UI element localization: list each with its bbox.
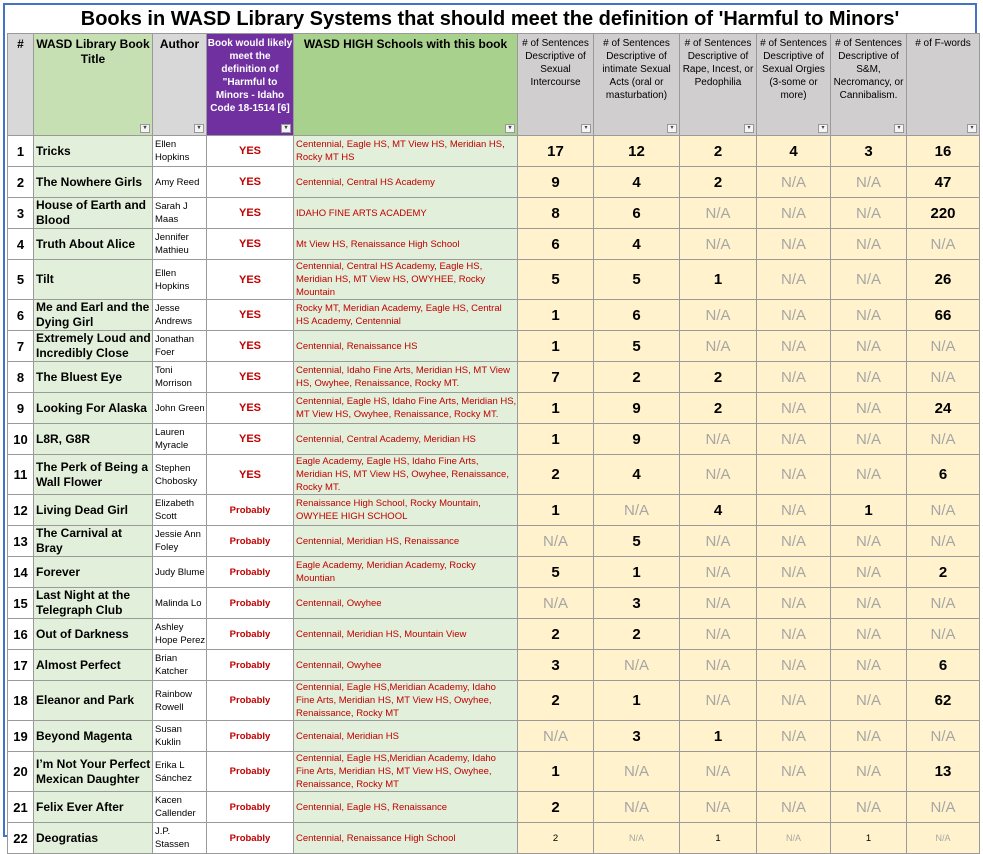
intercourse-count-cell[interactable]: 1 (518, 300, 594, 331)
schools-cell[interactable]: Centenaial, Meridian HS (294, 721, 518, 752)
author-cell[interactable]: Jonathan Foer (153, 331, 207, 362)
table-row (8, 167, 980, 198)
schools-cell[interactable]: Centennail, Meridian HS, Mountain View (294, 619, 518, 650)
author-cell[interactable]: Jennifer Mathieu (153, 229, 207, 260)
fwords-count-cell[interactable]: 220 (907, 198, 980, 229)
book-title-cell[interactable]: Felix Ever After (34, 792, 153, 823)
table-row (8, 721, 980, 752)
book-title-cell[interactable]: The Bluest Eye (34, 362, 153, 393)
orgies-count-cell[interactable]: N/A (757, 300, 831, 331)
row-number[interactable]: 1 (8, 136, 34, 167)
filter-dropdown-icon[interactable]: ▾ (744, 124, 754, 133)
intercourse-count-cell[interactable]: 17 (518, 136, 594, 167)
table-row (8, 424, 980, 455)
intercourse-count-cell[interactable]: 2 (518, 792, 594, 823)
book-title-cell[interactable]: L8R, G8R (34, 424, 153, 455)
orgies-count-cell[interactable]: N/A (757, 721, 831, 752)
author-cell[interactable]: Jessie Ann Foley (153, 526, 207, 557)
intercourse-count-cell[interactable]: 2 (518, 681, 594, 721)
rape-count-cell[interactable]: N/A (680, 198, 757, 229)
orgies-count-cell[interactable]: N/A (757, 526, 831, 557)
book-title-cell[interactable]: Extremely Loud and Incredibly Close (34, 331, 153, 362)
intercourse-count-cell[interactable]: N/A (518, 588, 594, 619)
sm-count-cell[interactable]: N/A (831, 619, 907, 650)
likely-harmful-cell[interactable]: YES (207, 260, 294, 300)
rape-count-cell[interactable]: N/A (680, 792, 757, 823)
book-title-cell[interactable]: Almost Perfect (34, 650, 153, 681)
orgies-count-cell[interactable]: N/A (757, 681, 831, 721)
row-number[interactable]: 14 (8, 557, 34, 588)
likely-harmful-cell[interactable]: Probably (207, 557, 294, 588)
book-title-cell[interactable]: Looking For Alaska (34, 393, 153, 424)
table-row (8, 526, 980, 557)
author-cell[interactable]: Amy Reed (153, 167, 207, 198)
likely-harmful-cell[interactable]: YES (207, 362, 294, 393)
likely-harmful-cell[interactable]: YES (207, 198, 294, 229)
book-title-cell[interactable]: Deogratias (34, 823, 153, 854)
orgies-count-cell[interactable]: N/A (757, 823, 831, 854)
row-number[interactable]: 19 (8, 721, 34, 752)
fwords-count-cell[interactable]: N/A (907, 792, 980, 823)
fwords-count-cell[interactable]: 47 (907, 167, 980, 198)
orgies-count-cell[interactable]: N/A (757, 362, 831, 393)
orgies-count-cell[interactable]: N/A (757, 424, 831, 455)
author-cell[interactable]: Erika L Sánchez (153, 752, 207, 792)
rape-count-cell[interactable]: 1 (680, 721, 757, 752)
intimate-count-cell[interactable]: 4 (594, 167, 680, 198)
intercourse-count-cell[interactable]: 7 (518, 362, 594, 393)
row-number[interactable]: 11 (8, 455, 34, 495)
book-title-cell[interactable]: Tricks (34, 136, 153, 167)
author-cell[interactable]: J.P. Stassen (153, 823, 207, 854)
intercourse-count-cell[interactable]: N/A (518, 526, 594, 557)
filter-dropdown-icon[interactable]: ▾ (581, 124, 591, 133)
schools-cell[interactable]: Centennail, Owyhee (294, 588, 518, 619)
table-row (8, 619, 980, 650)
schools-cell[interactable]: Centennial, Meridian HS, Renaissance (294, 526, 518, 557)
book-title-cell[interactable]: House of Earth and Blood (34, 198, 153, 229)
schools-cell[interactable]: Mt View HS, Renaissance High School (294, 229, 518, 260)
intercourse-count-cell[interactable]: 1 (518, 393, 594, 424)
row-number[interactable]: 16 (8, 619, 34, 650)
fwords-count-cell[interactable]: 6 (907, 650, 980, 681)
schools-cell[interactable]: Centennial, Central HS Academy (294, 167, 518, 198)
header-intercourse[interactable]: # of Sentences Descriptive of Sexual Intercourse ▾ (518, 34, 594, 136)
intercourse-count-cell[interactable]: 1 (518, 424, 594, 455)
orgies-count-cell[interactable]: N/A (757, 650, 831, 681)
intercourse-count-cell[interactable]: 5 (518, 260, 594, 300)
sm-count-cell[interactable]: N/A (831, 229, 907, 260)
intimate-count-cell[interactable]: 4 (594, 229, 680, 260)
schools-cell[interactable]: Centennial, Eagle HS,Meridian Academy, Idaho Fine Arts, Meridian HS, MT View HS, Owyhee, Renaissance, Rocky MT (294, 681, 518, 721)
rape-count-cell[interactable]: N/A (680, 300, 757, 331)
table-row (8, 823, 980, 854)
intimate-count-cell[interactable]: N/A (594, 823, 680, 854)
fwords-count-cell[interactable]: N/A (907, 331, 980, 362)
rape-count-cell[interactable]: 1 (680, 823, 757, 854)
header-intimate-acts[interactable]: # of Sentences Descriptive of intimate Sexual Acts (oral or masturbation) ▾ (594, 34, 680, 136)
intimate-count-cell[interactable]: 3 (594, 721, 680, 752)
author-cell[interactable]: Jesse Andrews (153, 300, 207, 331)
intimate-count-cell[interactable]: 2 (594, 362, 680, 393)
header-rape-incest[interactable]: # of Sentences Descriptive of Rape, Incest, or Pedophilia ▾ (680, 34, 757, 136)
sm-count-cell[interactable]: N/A (831, 260, 907, 300)
fwords-count-cell[interactable]: 26 (907, 260, 980, 300)
sm-count-cell[interactable]: N/A (831, 362, 907, 393)
fwords-count-cell[interactable]: N/A (907, 619, 980, 650)
intimate-count-cell[interactable]: 2 (594, 619, 680, 650)
intercourse-count-cell[interactable]: 5 (518, 557, 594, 588)
intercourse-count-cell[interactable]: 8 (518, 198, 594, 229)
filter-dropdown-icon[interactable]: ▾ (281, 124, 291, 133)
schools-cell[interactable]: Centennial, Eagle HS, MT View HS, Meridian HS, Rocky MT HS (294, 136, 518, 167)
author-cell[interactable]: Ellen Hopkins (153, 260, 207, 300)
intimate-count-cell[interactable]: 5 (594, 260, 680, 300)
sm-count-cell[interactable]: N/A (831, 681, 907, 721)
fwords-count-cell[interactable]: N/A (907, 229, 980, 260)
fwords-count-cell[interactable]: 66 (907, 300, 980, 331)
fwords-count-cell[interactable]: 2 (907, 557, 980, 588)
intimate-count-cell[interactable]: 1 (594, 681, 680, 721)
likely-harmful-cell[interactable]: Probably (207, 752, 294, 792)
intimate-count-cell[interactable]: 6 (594, 300, 680, 331)
sm-count-cell[interactable]: N/A (831, 455, 907, 495)
table-row (8, 681, 980, 721)
sm-count-cell[interactable]: N/A (831, 526, 907, 557)
likely-harmful-cell[interactable]: Probably (207, 619, 294, 650)
rape-count-cell[interactable]: N/A (680, 526, 757, 557)
row-number[interactable]: 3 (8, 198, 34, 229)
table-row (8, 650, 980, 681)
fwords-count-cell[interactable]: 13 (907, 752, 980, 792)
fwords-count-cell[interactable]: N/A (907, 495, 980, 526)
header-author[interactable]: Author ▾ (153, 34, 207, 136)
rape-count-cell[interactable]: 2 (680, 136, 757, 167)
header-orgies[interactable]: # of Sentences Descriptive of Sexual Orgies (3-some or more) ▾ (757, 34, 831, 136)
book-title-cell[interactable]: Eleanor and Park (34, 681, 153, 721)
fwords-count-cell[interactable]: 62 (907, 681, 980, 721)
row-number[interactable]: 21 (8, 792, 34, 823)
likely-harmful-cell[interactable]: Probably (207, 588, 294, 619)
author-cell[interactable]: Lauren Myracle (153, 424, 207, 455)
sm-count-cell[interactable]: N/A (831, 752, 907, 792)
sm-count-cell[interactable]: 1 (831, 823, 907, 854)
intimate-count-cell[interactable]: 9 (594, 393, 680, 424)
header-fwords[interactable]: # of F-words ▾ (907, 34, 980, 136)
filter-dropdown-icon[interactable]: ▾ (967, 124, 977, 133)
row-number[interactable]: 13 (8, 526, 34, 557)
orgies-count-cell[interactable]: N/A (757, 495, 831, 526)
fwords-count-cell[interactable]: N/A (907, 588, 980, 619)
sm-count-cell[interactable]: N/A (831, 557, 907, 588)
table-row (8, 752, 980, 792)
rape-count-cell[interactable]: N/A (680, 557, 757, 588)
orgies-count-cell[interactable]: N/A (757, 198, 831, 229)
row-number[interactable]: 18 (8, 681, 34, 721)
sm-count-cell[interactable]: N/A (831, 167, 907, 198)
schools-cell[interactable]: Centennial, Renaissance HS (294, 331, 518, 362)
book-title-cell[interactable]: Forever (34, 557, 153, 588)
author-cell[interactable]: Kacen Callender (153, 792, 207, 823)
filter-dropdown-icon[interactable]: ▾ (818, 124, 828, 133)
rape-count-cell[interactable]: 2 (680, 167, 757, 198)
book-title-cell[interactable]: Tilt (34, 260, 153, 300)
intercourse-count-cell[interactable]: 1 (518, 495, 594, 526)
author-cell[interactable]: John Green (153, 393, 207, 424)
orgies-count-cell[interactable]: N/A (757, 393, 831, 424)
author-cell[interactable]: Ellen Hopkins (153, 136, 207, 167)
book-title-cell[interactable]: The Perk of Being a Wall Flower (34, 455, 153, 495)
table-row (8, 455, 980, 495)
intimate-count-cell[interactable]: 5 (594, 526, 680, 557)
table-row (8, 588, 980, 619)
book-title-cell[interactable]: The Carnival at Bray (34, 526, 153, 557)
author-cell[interactable]: Judy Blume (153, 557, 207, 588)
intimate-count-cell[interactable]: 6 (594, 198, 680, 229)
row-number[interactable]: 15 (8, 588, 34, 619)
author-cell[interactable]: Rainbow Rowell (153, 681, 207, 721)
row-number[interactable]: 5 (8, 260, 34, 300)
sm-count-cell[interactable]: N/A (831, 792, 907, 823)
fwords-count-cell[interactable]: 24 (907, 393, 980, 424)
header-book-title[interactable]: WASD Library Book Title ▾ (34, 34, 153, 136)
filter-dropdown-icon[interactable]: ▾ (194, 124, 204, 133)
sm-count-cell[interactable]: N/A (831, 198, 907, 229)
table-row (8, 260, 980, 300)
row-number[interactable]: 22 (8, 823, 34, 854)
table-row (8, 300, 980, 331)
row-number[interactable]: 6 (8, 300, 34, 331)
fwords-count-cell[interactable]: 16 (907, 136, 980, 167)
likely-harmful-cell[interactable]: Probably (207, 721, 294, 752)
intimate-count-cell[interactable]: N/A (594, 650, 680, 681)
sm-count-cell[interactable]: N/A (831, 393, 907, 424)
likely-harmful-cell[interactable]: Probably (207, 495, 294, 526)
fwords-count-cell[interactable]: 6 (907, 455, 980, 495)
filter-dropdown-icon[interactable]: ▾ (505, 124, 515, 133)
orgies-count-cell[interactable]: N/A (757, 331, 831, 362)
row-number[interactable]: 8 (8, 362, 34, 393)
header-schools[interactable]: WASD HIGH Schools with this book ▾ (294, 34, 518, 136)
intimate-count-cell[interactable]: 9 (594, 424, 680, 455)
sm-count-cell[interactable]: N/A (831, 331, 907, 362)
table-row (8, 393, 980, 424)
likely-harmful-cell[interactable]: YES (207, 455, 294, 495)
author-cell[interactable]: Susan Kuklin (153, 721, 207, 752)
likely-harmful-cell[interactable]: Probably (207, 792, 294, 823)
book-title-cell[interactable]: Truth About Alice (34, 229, 153, 260)
sm-count-cell[interactable]: N/A (831, 300, 907, 331)
rape-count-cell[interactable]: 1 (680, 260, 757, 300)
orgies-count-cell[interactable]: N/A (757, 167, 831, 198)
likely-harmful-cell[interactable]: YES (207, 393, 294, 424)
orgies-count-cell[interactable]: 4 (757, 136, 831, 167)
schools-cell[interactable]: IDAHO FINE ARTS ACADEMY (294, 198, 518, 229)
table-row (8, 362, 980, 393)
schools-cell[interactable]: Centennial, Eagle HS, Renaissance (294, 792, 518, 823)
orgies-count-cell[interactable]: N/A (757, 588, 831, 619)
orgies-count-cell[interactable]: N/A (757, 792, 831, 823)
intercourse-count-cell[interactable]: 1 (518, 331, 594, 362)
row-number[interactable]: 20 (8, 752, 34, 792)
rape-count-cell[interactable]: 2 (680, 393, 757, 424)
author-cell[interactable]: Elizabeth Scott (153, 495, 207, 526)
rape-count-cell[interactable]: N/A (680, 681, 757, 721)
intercourse-count-cell[interactable]: N/A (518, 721, 594, 752)
rape-count-cell[interactable]: 4 (680, 495, 757, 526)
schools-cell[interactable]: Eagle Academy, Eagle HS, Idaho Fine Arts, Meridian HS, MT View HS, Owyhee, Renaissance, Rocky MT. (294, 455, 518, 495)
likely-harmful-cell[interactable]: YES (207, 300, 294, 331)
rape-count-cell[interactable]: N/A (680, 752, 757, 792)
schools-cell[interactable]: Centennial, Eagle HS,Meridian Academy, Idaho Fine Arts, Meridian HS, MT View HS, Owyhee, Renaissance, Rocky MT (294, 752, 518, 792)
sm-count-cell[interactable]: N/A (831, 588, 907, 619)
intimate-count-cell[interactable]: 12 (594, 136, 680, 167)
orgies-count-cell[interactable]: N/A (757, 752, 831, 792)
likely-harmful-cell[interactable]: YES (207, 229, 294, 260)
filter-dropdown-icon[interactable]: ▾ (894, 124, 904, 133)
row-number[interactable]: 9 (8, 393, 34, 424)
rape-count-cell[interactable]: N/A (680, 424, 757, 455)
table-row (8, 557, 980, 588)
header-sm[interactable]: # of Sentences Descriptive of S&M, Necromancy, or Cannibalism. ▾ (831, 34, 907, 136)
intercourse-count-cell[interactable]: 1 (518, 752, 594, 792)
header-num[interactable]: # (8, 34, 34, 136)
book-title-cell[interactable]: Last Night at the Telegraph Club (34, 588, 153, 619)
header-row (8, 34, 980, 136)
schools-cell[interactable]: Renaissance High School, Rocky Mountain, OWYHEE HIGH SCHOOL (294, 495, 518, 526)
likely-harmful-cell[interactable]: YES (207, 136, 294, 167)
row-number[interactable]: 12 (8, 495, 34, 526)
rape-count-cell[interactable]: N/A (680, 588, 757, 619)
rape-count-cell[interactable]: N/A (680, 455, 757, 495)
author-cell[interactable]: Sarah J Maas (153, 198, 207, 229)
sm-count-cell[interactable]: N/A (831, 721, 907, 752)
author-cell[interactable]: Brian Katcher (153, 650, 207, 681)
intercourse-count-cell[interactable]: 2 (518, 823, 594, 854)
sm-count-cell[interactable]: N/A (831, 424, 907, 455)
author-cell[interactable]: Ashley Hope Perez (153, 619, 207, 650)
likely-harmful-cell[interactable]: Probably (207, 650, 294, 681)
rape-count-cell[interactable]: 2 (680, 362, 757, 393)
fwords-count-cell[interactable]: N/A (907, 526, 980, 557)
intimate-count-cell[interactable]: 3 (594, 588, 680, 619)
intimate-count-cell[interactable]: 4 (594, 455, 680, 495)
schools-cell[interactable]: Eagle Academy, Meridian Academy, Rocky Mountian (294, 557, 518, 588)
intercourse-count-cell[interactable]: 2 (518, 455, 594, 495)
intercourse-count-cell[interactable]: 9 (518, 167, 594, 198)
intercourse-count-cell[interactable]: 3 (518, 650, 594, 681)
schools-cell[interactable]: Centennial, Central Academy, Meridian HS (294, 424, 518, 455)
intimate-count-cell[interactable]: 1 (594, 557, 680, 588)
book-title-cell[interactable]: Out of Darkness (34, 619, 153, 650)
rape-count-cell[interactable]: N/A (680, 619, 757, 650)
filter-dropdown-icon[interactable]: ▾ (667, 124, 677, 133)
intimate-count-cell[interactable]: N/A (594, 495, 680, 526)
table-row (8, 495, 980, 526)
row-number[interactable]: 10 (8, 424, 34, 455)
rape-count-cell[interactable]: N/A (680, 229, 757, 260)
orgies-count-cell[interactable]: N/A (757, 455, 831, 495)
likely-harmful-cell[interactable]: Probably (207, 526, 294, 557)
book-title-cell[interactable]: I’m Not Your Perfect Mexican Daughter (34, 752, 153, 792)
schools-cell[interactable]: Centennial, Central HS Academy, Eagle HS, Meridian HS, MT View HS, OWYHEE, Rocky Mountain (294, 260, 518, 300)
schools-cell[interactable]: Rocky MT, Meridian Academy, Eagle HS, Central HS Academy, Centennial (294, 300, 518, 331)
likely-harmful-cell[interactable]: Probably (207, 681, 294, 721)
book-title-cell[interactable]: Living Dead Girl (34, 495, 153, 526)
row-number[interactable]: 4 (8, 229, 34, 260)
row-number[interactable]: 2 (8, 167, 34, 198)
likely-harmful-cell[interactable]: YES (207, 331, 294, 362)
schools-cell[interactable]: Centennial, Idaho Fine Arts, Meridian HS, MT View HS, Owyhee, Renaissance, Rocky MT. (294, 362, 518, 393)
orgies-count-cell[interactable]: N/A (757, 619, 831, 650)
table-row (8, 229, 980, 260)
sm-count-cell[interactable]: 3 (831, 136, 907, 167)
schools-cell[interactable]: Centennial, Renaissance High School (294, 823, 518, 854)
header-likely-harmful[interactable]: Book would likely meet the definition of "Harmful to Minors - Idaho Code 18-1514 [6] ▾ (207, 34, 294, 136)
sm-count-cell[interactable]: N/A (831, 650, 907, 681)
table-row (8, 136, 980, 167)
sm-count-cell[interactable]: 1 (831, 495, 907, 526)
table-row (8, 792, 980, 823)
orgies-count-cell[interactable]: N/A (757, 557, 831, 588)
intimate-count-cell[interactable]: 5 (594, 331, 680, 362)
likely-harmful-cell[interactable]: Probably (207, 823, 294, 854)
book-title-cell[interactable]: Me and Earl and the Dying Girl (34, 300, 153, 331)
row-number[interactable]: 17 (8, 650, 34, 681)
fwords-count-cell[interactable]: N/A (907, 721, 980, 752)
likely-harmful-cell[interactable]: YES (207, 424, 294, 455)
row-number[interactable]: 7 (8, 331, 34, 362)
schools-cell[interactable]: Centennial, Eagle HS, Idaho Fine Arts, Meridian HS, MT View HS, Owyhee, Renaissance, Rocky MT. (294, 393, 518, 424)
rape-count-cell[interactable]: N/A (680, 331, 757, 362)
books-table (7, 33, 980, 854)
page-title: Books in WASD Library Systems that should meet the definition of 'Harmful to Minors' (80, 8, 900, 30)
intimate-count-cell[interactable]: N/A (594, 752, 680, 792)
author-cell[interactable]: Toni Morrison (153, 362, 207, 393)
filter-dropdown-icon[interactable]: ▾ (140, 124, 150, 133)
intercourse-count-cell[interactable]: 6 (518, 229, 594, 260)
intimate-count-cell[interactable]: N/A (594, 792, 680, 823)
fwords-count-cell[interactable]: N/A (907, 424, 980, 455)
table-frame (3, 3, 977, 850)
likely-harmful-cell[interactable]: YES (207, 167, 294, 198)
author-cell[interactable]: Stephen Chobosky (153, 455, 207, 495)
fwords-count-cell[interactable]: N/A (907, 362, 980, 393)
book-title-cell[interactable]: The Nowhere Girls (34, 167, 153, 198)
schools-cell[interactable]: Centennail, Owyhee (294, 650, 518, 681)
orgies-count-cell[interactable]: N/A (757, 260, 831, 300)
fwords-count-cell[interactable]: N/A (907, 823, 980, 854)
author-cell[interactable]: Malinda Lo (153, 588, 207, 619)
table-row (8, 331, 980, 362)
orgies-count-cell[interactable]: N/A (757, 229, 831, 260)
table-row (8, 198, 980, 229)
intercourse-count-cell[interactable]: 2 (518, 619, 594, 650)
rape-count-cell[interactable]: N/A (680, 650, 757, 681)
book-title-cell[interactable]: Beyond Magenta (34, 721, 153, 752)
